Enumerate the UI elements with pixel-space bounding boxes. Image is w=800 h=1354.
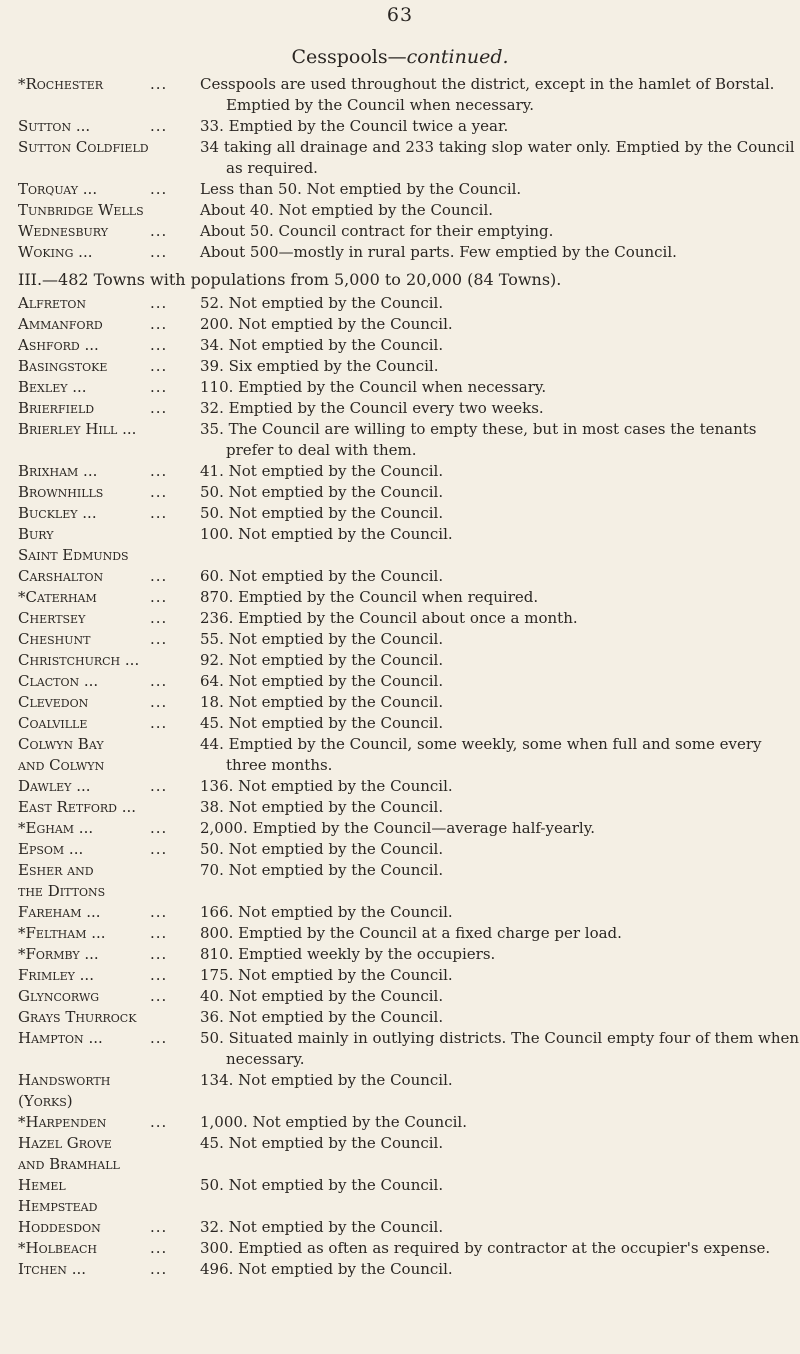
entry-place: *Feltham ... (18, 924, 106, 942)
entry-description: 39. Six emptied by the Council. (200, 357, 439, 375)
entry-description: About 500—mostly in rural parts. Few emptied by the Council. (200, 243, 677, 261)
entry-row (0, 944, 800, 965)
entry-place: East Retford ... (18, 798, 137, 816)
entry-row (0, 671, 800, 692)
entry-row (0, 608, 800, 629)
entry-place: Coalville (18, 714, 88, 732)
entry-place: Hemel Hempstead (18, 1176, 98, 1215)
entry-row (0, 713, 800, 734)
entry-place: Torquay ... (18, 180, 98, 198)
entry-leader-dots: ... (150, 693, 168, 711)
entry-leader-dots: ... (150, 966, 168, 984)
entry-place: Fareham ... (18, 903, 101, 921)
entry-description: 50. Not emptied by the Council. (200, 483, 444, 501)
entry-row (0, 461, 800, 482)
entry-leader-dots: ... (150, 840, 168, 858)
entry-description: 40. Not emptied by the Council. (200, 987, 444, 1005)
entry-place: *Rochester (18, 75, 104, 93)
entry-leader-dots: ... (150, 378, 168, 396)
entry-row (0, 314, 800, 335)
entry-row (0, 818, 800, 839)
entry-description: 70. Not emptied by the Council. (200, 861, 444, 879)
entry-leader-dots: ... (150, 588, 168, 606)
entry-row (0, 1070, 800, 1112)
entry-place: Hampton ... (18, 1029, 103, 1047)
entry-place: Bexley ... (18, 378, 87, 396)
entry-description: 34. Not emptied by the Council. (200, 336, 444, 354)
entry-leader-dots: ... (150, 1113, 168, 1131)
entry-row (0, 335, 800, 356)
entry-place: Brownhills (18, 483, 104, 501)
entry-place: Ashford ... (18, 336, 99, 354)
entry-row (0, 629, 800, 650)
entry-description: 50. Not emptied by the Council. (200, 1176, 444, 1194)
entry-place: Clacton ... (18, 672, 99, 690)
entry-description: 41. Not emptied by the Council. (200, 462, 444, 480)
entry-description: 1,000. Not emptied by the Council. (200, 1113, 467, 1131)
entry-place: Tunbridge Wells (18, 201, 144, 219)
entry-leader-dots: ... (150, 609, 168, 627)
entry-row (0, 986, 800, 1007)
entry-description: 33. Emptied by the Council twice a year. (200, 117, 509, 135)
entry-leader-dots: ... (150, 243, 168, 261)
entry-description: 35. The Council are willing to empty these, but in most cases the tenants prefer to deal with them. (200, 420, 757, 459)
entry-description: About 50. Council contract for their emptying. (200, 222, 554, 240)
entry-leader-dots: ... (150, 504, 168, 522)
entry-leader-dots: ... (150, 483, 168, 501)
entry-leader-dots: ... (150, 1260, 168, 1278)
entry-place: Grays Thurrock (18, 1008, 137, 1026)
entry-row (0, 1217, 800, 1238)
entry-leader-dots: ... (150, 1239, 168, 1257)
entry-place: Handsworth (Yorks) (18, 1071, 111, 1110)
entry-leader-dots: ... (150, 924, 168, 942)
entry-description: 45. Not emptied by the Council. (200, 714, 444, 732)
entry-description: 32. Emptied by the Council every two weeks. (200, 399, 544, 417)
entry-row (0, 734, 800, 776)
entry-description: 55. Not emptied by the Council. (200, 630, 444, 648)
section-heading: III.—482 Towns with populations from 5,000 to 20,000 (84 Towns). (18, 270, 562, 289)
entry-place: Itchen ... (18, 1260, 86, 1278)
entry-place: Buckley ... (18, 504, 97, 522)
entry-description: 36. Not emptied by the Council. (200, 1008, 444, 1026)
entry-place: *Egham ... (18, 819, 94, 837)
entry-description: Less than 50. Not emptied by the Council. (200, 180, 522, 198)
entry-place: Wednesbury (18, 222, 109, 240)
entry-place: Carshalton (18, 567, 104, 585)
entry-description: 136. Not emptied by the Council. (200, 777, 453, 795)
entry-leader-dots: ... (150, 180, 168, 198)
running-title-main: Cesspools— (291, 46, 407, 68)
entry-place: Cheshunt (18, 630, 91, 648)
entry-row (0, 902, 800, 923)
entry-row (0, 776, 800, 797)
entry-place: Ammanford (18, 315, 103, 333)
entry-description: 870. Emptied by the Council when required. (200, 588, 539, 606)
entry-row (0, 839, 800, 860)
entry-description: 38. Not emptied by the Council. (200, 798, 444, 816)
entry-leader-dots: ... (150, 315, 168, 333)
entry-row (0, 137, 800, 179)
entry-row (0, 524, 800, 566)
entry-row (0, 200, 800, 221)
entry-row (0, 1133, 800, 1175)
entry-description: 44. Emptied by the Council, some weekly, some when full and some every three months. (200, 735, 762, 774)
entry-row (0, 587, 800, 608)
entry-description: 64. Not emptied by the Council. (200, 672, 444, 690)
entry-leader-dots: ... (150, 567, 168, 585)
entry-leader-dots: ... (150, 1218, 168, 1236)
entry-description: 200. Not emptied by the Council. (200, 315, 453, 333)
entry-row (0, 923, 800, 944)
entry-description: Cesspools are used throughout the district, except in the hamlet of Borstal. Emptied by the Council when necessary. (200, 75, 775, 114)
entry-leader-dots: ... (150, 945, 168, 963)
entry-leader-dots: ... (150, 222, 168, 240)
entry-leader-dots: ... (150, 987, 168, 1005)
entry-place: Frimley ... (18, 966, 94, 984)
entry-leader-dots: ... (150, 903, 168, 921)
entry-place: *Caterham (18, 588, 97, 606)
running-title (0, 46, 800, 68)
entry-leader-dots: ... (150, 714, 168, 732)
entry-place: Colwyn Bay and Colwyn (18, 735, 105, 774)
entry-place: Christchurch ... (18, 651, 140, 669)
entry-place: Bury Saint Edmunds (18, 525, 129, 564)
entry-leader-dots: ... (150, 777, 168, 795)
entry-leader-dots: ... (150, 357, 168, 375)
entry-description: 166. Not emptied by the Council. (200, 903, 453, 921)
entry-row (0, 482, 800, 503)
entry-row (0, 1175, 800, 1217)
entry-leader-dots: ... (150, 819, 168, 837)
entry-description: 52. Not emptied by the Council. (200, 294, 444, 312)
entry-row (0, 1238, 800, 1259)
entry-row (0, 692, 800, 713)
entry-description: 60. Not emptied by the Council. (200, 567, 444, 585)
entry-row (0, 377, 800, 398)
entry-leader-dots: ... (150, 336, 168, 354)
entry-row (0, 965, 800, 986)
entry-place: *Holbeach (18, 1239, 97, 1257)
entry-description: 810. Emptied weekly by the occupiers. (200, 945, 496, 963)
entry-place: Dawley ... (18, 777, 91, 795)
entry-description: 32. Not emptied by the Council. (200, 1218, 444, 1236)
entry-row (0, 797, 800, 818)
entry-leader-dots: ... (150, 117, 168, 135)
entry-row (0, 860, 800, 902)
entry-leader-dots: ... (150, 630, 168, 648)
entry-place: Glyncorwg (18, 987, 100, 1005)
entry-description: 800. Emptied by the Council at a fixed charge per load. (200, 924, 622, 942)
entry-description: 236. Emptied by the Council about once a month. (200, 609, 578, 627)
entry-description: 92. Not emptied by the Council. (200, 651, 444, 669)
entry-place: Chertsey (18, 609, 86, 627)
entry-place: Sutton ... (18, 117, 91, 135)
entry-description: 45. Not emptied by the Council. (200, 1134, 444, 1152)
entry-leader-dots: ... (150, 672, 168, 690)
entry-row (0, 503, 800, 524)
running-title-continued: continued. (406, 46, 509, 68)
entry-row (0, 1112, 800, 1133)
entry-row (0, 116, 800, 137)
entry-row (0, 1007, 800, 1028)
entry-place: *Formby ... (18, 945, 99, 963)
entry-place: Sutton Coldfield (18, 138, 149, 156)
entries-list (0, 74, 800, 1280)
entry-place: Brierfield (18, 399, 95, 417)
entry-row (0, 293, 800, 314)
entry-description: 18. Not emptied by the Council. (200, 693, 444, 711)
entry-description: 50. Not emptied by the Council. (200, 840, 444, 858)
entry-description: About 40. Not emptied by the Council. (200, 201, 494, 219)
entry-row (0, 650, 800, 671)
entry-leader-dots: ... (150, 462, 168, 480)
entry-row (0, 419, 800, 461)
entry-row (0, 221, 800, 242)
entry-place: Brixham ... (18, 462, 98, 480)
entry-description: 496. Not emptied by the Council. (200, 1260, 453, 1278)
entry-description: 175. Not emptied by the Council. (200, 966, 453, 984)
entry-description: 110. Emptied by the Council when necessary. (200, 378, 547, 396)
entry-place: Alfreton (18, 294, 87, 312)
entry-row (0, 566, 800, 587)
entry-place: Hoddesdon (18, 1218, 101, 1236)
entry-row (0, 74, 800, 116)
entry-description: 50. Not emptied by the Council. (200, 504, 444, 522)
entry-row (0, 242, 800, 263)
entry-place: Clevedon (18, 693, 89, 711)
entry-description: 34 taking all drainage and 233 taking slop water only. Emptied by the Council as required. (200, 138, 795, 177)
entry-row (0, 398, 800, 419)
entry-leader-dots: ... (150, 75, 168, 93)
entry-place: Hazel Grove and Bramhall (18, 1134, 120, 1173)
entry-leader-dots: ... (150, 1029, 168, 1047)
entry-row (0, 1028, 800, 1070)
entry-place: Epsom ... (18, 840, 84, 858)
entry-row (0, 1259, 800, 1280)
entry-description: 300. Emptied as often as required by contractor at the occupier's expense. (200, 1239, 771, 1257)
entry-description: 2,000. Emptied by the Council—average half-yearly. (200, 819, 595, 837)
entry-row (0, 179, 800, 200)
entry-place: Basingstoke (18, 357, 108, 375)
entry-place: Woking ... (18, 243, 93, 261)
entry-leader-dots: ... (150, 399, 168, 417)
entry-place: Brierley Hill ... (18, 420, 137, 438)
entry-description: 100. Not emptied by the Council. (200, 525, 453, 543)
entry-leader-dots: ... (150, 294, 168, 312)
entry-place: Esher and the Dittons (18, 861, 106, 900)
page-number: 63 (386, 4, 414, 26)
entry-description: 50. Situated mainly in outlying districts. The Council empty four of them when necessary. (200, 1029, 800, 1068)
entry-place: *Harpenden (18, 1113, 107, 1131)
entry-row (0, 356, 800, 377)
entry-description: 134. Not emptied by the Council. (200, 1071, 453, 1089)
